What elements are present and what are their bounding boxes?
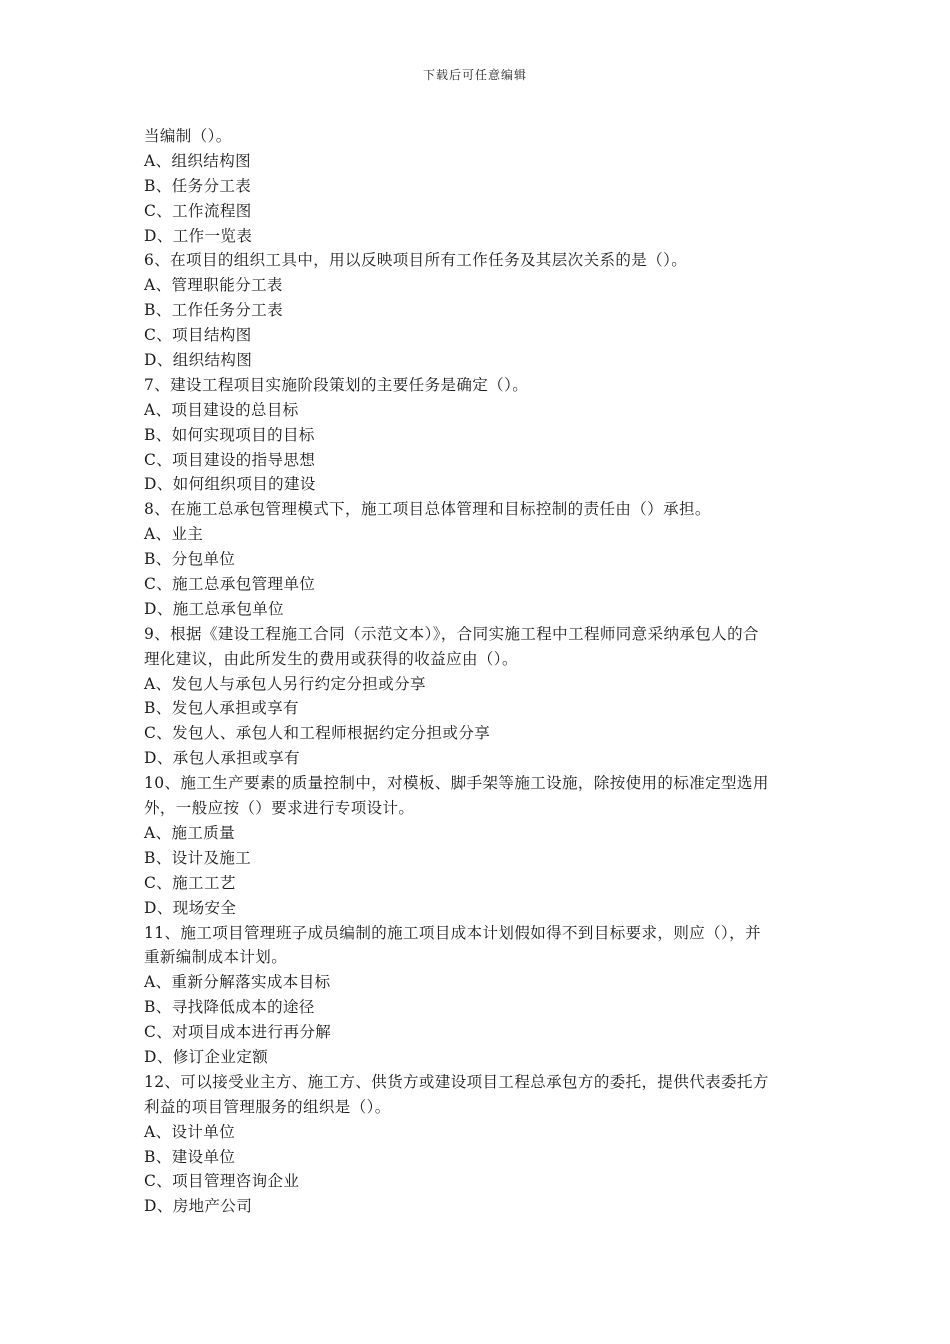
page-header: 下载后可任意编辑 (422, 68, 527, 82)
option-c: C、对项目成本进行再分解 (144, 1023, 332, 1042)
option-a: A、项目建设的总目标 (144, 400, 299, 419)
option-a: A、业主 (144, 525, 204, 544)
option-b: B、工作任务分工表 (144, 301, 283, 320)
option-b: B、建设单位 (144, 1147, 236, 1166)
option-c: C、施工总承包管理单位 (144, 575, 316, 594)
option-b: B、设计及施工 (144, 848, 252, 867)
option-a: A、设计单位 (144, 1122, 236, 1141)
option-b: B、发包人承担或享有 (144, 699, 299, 718)
option-d: D、现场安全 (144, 898, 237, 917)
document-body (144, 124, 814, 1219)
question-10-continued: 外，一般应按（）要求进行专项设计。 (144, 799, 415, 818)
option-c: C、项目管理咨询企业 (144, 1172, 300, 1191)
option-c: C、项目结构图 (144, 326, 252, 345)
question-12-continued: 利益的项目管理服务的组织是（）。 (144, 1097, 391, 1116)
option-c: C、施工工艺 (144, 873, 236, 892)
question-8: 8、在施工总承包管理模式下，施工项目总体管理和目标控制的责任由（）承担。 (144, 500, 711, 519)
question-9: 9、根据《建设工程施工合同（示范文本）》，合同实施工程中工程师同意采纳承包人的合 (144, 624, 759, 643)
question-7: 7、建设工程项目实施阶段策划的主要任务是确定（）。 (144, 375, 529, 394)
option-c: C、工作流程图 (144, 201, 252, 220)
option-b: B、任务分工表 (144, 176, 252, 195)
option-a: A、组织结构图 (144, 151, 251, 170)
option-c: C、项目建设的指导思想 (144, 450, 316, 469)
option-b: B、寻找降低成本的途径 (144, 998, 315, 1017)
option-a: A、施工质量 (144, 823, 236, 842)
option-d: D、工作一览表 (144, 226, 253, 245)
question-9-continued: 理化建议，由此所发生的费用或获得的收益应由（）。 (144, 649, 518, 668)
option-a: A、发包人与承包人另行约定分担或分享 (144, 674, 426, 693)
question-11: 11、施工项目管理班子成员编制的施工项目成本计划假如得不到目标要求，则应（），并 (144, 923, 761, 942)
question-11-continued: 重新编制成本计划。 (144, 948, 288, 967)
option-d: D、组织结构图 (144, 351, 253, 370)
option-a: A、管理职能分工表 (144, 276, 283, 295)
text-line: 当编制（）。 (144, 127, 232, 145)
question-12: 12、可以接受业主方、施工方、供货方或建设项目工程总承包方的委托，提供代表委托方 (144, 1072, 769, 1091)
option-d: D、房地产公司 (144, 1197, 253, 1216)
option-d: D、修订企业定额 (144, 1047, 269, 1066)
option-d: D、如何组织项目的建设 (144, 475, 316, 494)
option-b: B、分包单位 (144, 550, 236, 569)
option-a: A、重新分解落实成本目标 (144, 973, 331, 992)
option-d: D、承包人承担或享有 (144, 749, 300, 768)
option-d: D、施工总承包单位 (144, 599, 285, 618)
question-10: 10、施工生产要素的质量控制中，对模板、脚手架等施工设施，除按使用的标准定型选用 (144, 774, 769, 793)
option-b: B、如何实现项目的目标 (144, 425, 315, 444)
option-c: C、发包人、承包人和工程师根据约定分担或分享 (144, 724, 491, 743)
question-6: 6、在项目的组织工具中，用以反映项目所有工作任务及其层次关系的是（）。 (144, 251, 688, 270)
